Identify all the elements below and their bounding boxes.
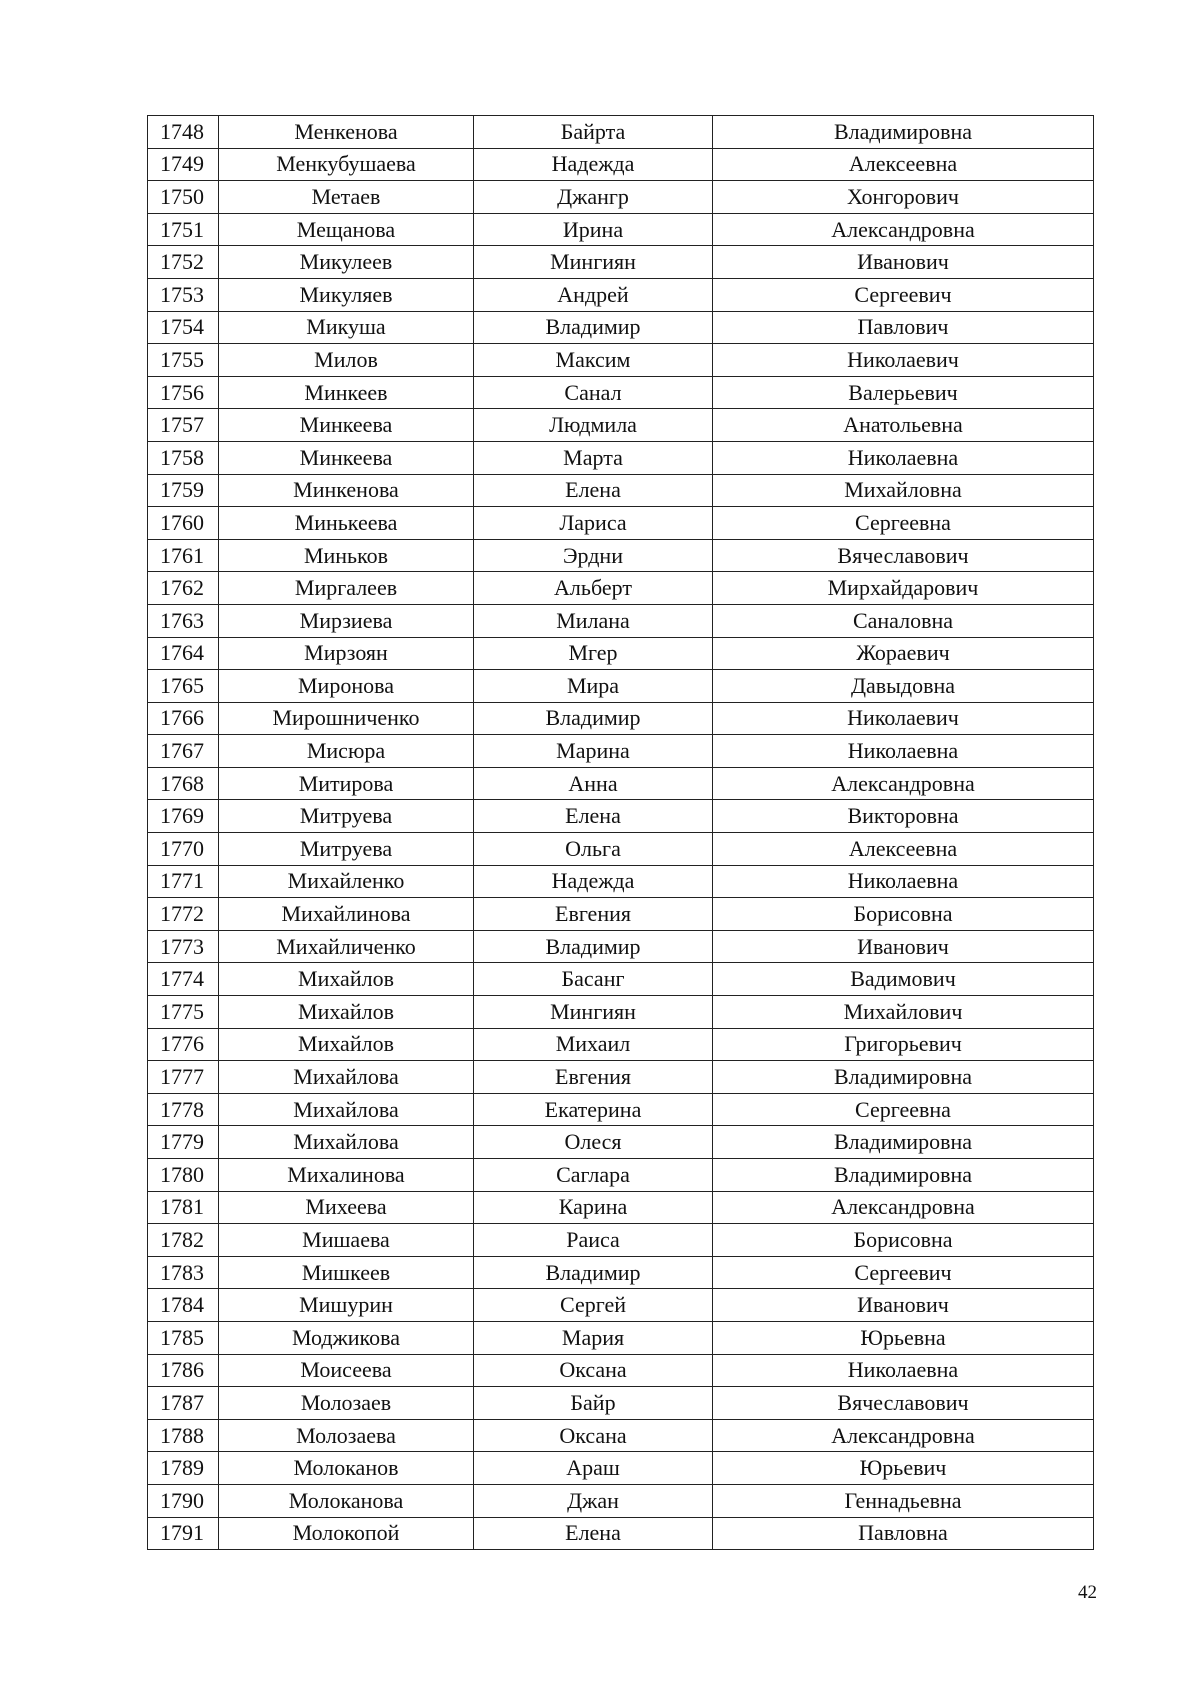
table-row <box>148 181 1094 214</box>
first-name-cell: Мингиян <box>474 996 713 1029</box>
row-number-cell: 1750 <box>148 181 219 214</box>
row-number-cell: 1758 <box>148 441 219 474</box>
table-row <box>148 409 1094 442</box>
first-name-cell: Владимир <box>474 930 713 963</box>
last-name-cell: Молозаева <box>219 1419 474 1452</box>
row-number-cell: 1790 <box>148 1484 219 1517</box>
row-number-cell: 1756 <box>148 376 219 409</box>
row-number-cell: 1767 <box>148 735 219 768</box>
table-row <box>148 1191 1094 1224</box>
patronymic-cell: Иванович <box>713 246 1094 279</box>
table-row <box>148 148 1094 181</box>
last-name-cell: Молозаев <box>219 1387 474 1420</box>
table-row <box>148 278 1094 311</box>
last-name-cell: Микуляев <box>219 278 474 311</box>
patronymic-cell: Павловна <box>713 1517 1094 1550</box>
first-name-cell: Марина <box>474 735 713 768</box>
last-name-cell: Михайлова <box>219 1126 474 1159</box>
first-name-cell: Джан <box>474 1484 713 1517</box>
last-name-cell: Микулеев <box>219 246 474 279</box>
last-name-cell: Михайлов <box>219 963 474 996</box>
row-number-cell: 1765 <box>148 670 219 703</box>
patronymic-cell: Николаевич <box>713 344 1094 377</box>
table-row <box>148 572 1094 605</box>
patronymic-cell: Юрьевич <box>713 1452 1094 1485</box>
first-name-cell: Владимир <box>474 311 713 344</box>
first-name-cell: Санал <box>474 376 713 409</box>
last-name-cell: Минкенова <box>219 474 474 507</box>
patronymic-cell: Алексеевна <box>713 833 1094 866</box>
table-row <box>148 930 1094 963</box>
first-name-cell: Джангр <box>474 181 713 214</box>
first-name-cell: Надежда <box>474 148 713 181</box>
patronymic-cell: Сергеевна <box>713 507 1094 540</box>
first-name-cell: Басанг <box>474 963 713 996</box>
last-name-cell: Митирова <box>219 767 474 800</box>
last-name-cell: Михайличенко <box>219 930 474 963</box>
first-name-cell: Мира <box>474 670 713 703</box>
last-name-cell: Митруева <box>219 833 474 866</box>
row-number-cell: 1769 <box>148 800 219 833</box>
table-row <box>148 604 1094 637</box>
row-number-cell: 1783 <box>148 1256 219 1289</box>
row-number-cell: 1754 <box>148 311 219 344</box>
patronymic-cell: Сергеевна <box>713 1093 1094 1126</box>
last-name-cell: Мишаева <box>219 1224 474 1257</box>
first-name-cell: Андрей <box>474 278 713 311</box>
last-name-cell: Михайлова <box>219 1061 474 1094</box>
table-row <box>148 1224 1094 1257</box>
table-row <box>148 376 1094 409</box>
last-name-cell: Мисюра <box>219 735 474 768</box>
row-number-cell: 1788 <box>148 1419 219 1452</box>
patronymic-cell: Александровна <box>713 213 1094 246</box>
table-row <box>148 1452 1094 1485</box>
patronymic-cell: Михайлович <box>713 996 1094 1029</box>
table-row <box>148 702 1094 735</box>
row-number-cell: 1762 <box>148 572 219 605</box>
first-name-cell: Ирина <box>474 213 713 246</box>
row-number-cell: 1778 <box>148 1093 219 1126</box>
last-name-cell: Метаев <box>219 181 474 214</box>
row-number-cell: 1785 <box>148 1321 219 1354</box>
row-number-cell: 1781 <box>148 1191 219 1224</box>
last-name-cell: Молоканова <box>219 1484 474 1517</box>
row-number-cell: 1784 <box>148 1289 219 1322</box>
last-name-cell: Молокопой <box>219 1517 474 1550</box>
first-name-cell: Эрдни <box>474 539 713 572</box>
first-name-cell: Лариса <box>474 507 713 540</box>
first-name-cell: Мария <box>474 1321 713 1354</box>
table-row <box>148 1256 1094 1289</box>
row-number-cell: 1774 <box>148 963 219 996</box>
row-number-cell: 1764 <box>148 637 219 670</box>
table-row <box>148 1126 1094 1159</box>
table-row <box>148 833 1094 866</box>
patronymic-cell: Борисовна <box>713 898 1094 931</box>
last-name-cell: Микуша <box>219 311 474 344</box>
row-number-cell: 1786 <box>148 1354 219 1387</box>
first-name-cell: Альберт <box>474 572 713 605</box>
last-name-cell: Минкеева <box>219 409 474 442</box>
patronymic-cell: Владимировна <box>713 116 1094 149</box>
row-number-cell: 1766 <box>148 702 219 735</box>
patronymic-cell: Григорьевич <box>713 1028 1094 1061</box>
row-number-cell: 1760 <box>148 507 219 540</box>
patronymic-cell: Николаевна <box>713 865 1094 898</box>
first-name-cell: Надежда <box>474 865 713 898</box>
patronymic-cell: Анатольевна <box>713 409 1094 442</box>
row-number-cell: 1776 <box>148 1028 219 1061</box>
patronymic-cell: Сергеевич <box>713 278 1094 311</box>
row-number-cell: 1780 <box>148 1159 219 1192</box>
table-row <box>148 1159 1094 1192</box>
first-name-cell: Владимир <box>474 702 713 735</box>
roster-table-body <box>148 116 1094 1550</box>
table-row <box>148 1354 1094 1387</box>
row-number-cell: 1775 <box>148 996 219 1029</box>
first-name-cell: Мгер <box>474 637 713 670</box>
first-name-cell: Елена <box>474 474 713 507</box>
row-number-cell: 1789 <box>148 1452 219 1485</box>
first-name-cell: Евгения <box>474 898 713 931</box>
row-number-cell: 1773 <box>148 930 219 963</box>
first-name-cell: Олеся <box>474 1126 713 1159</box>
last-name-cell: Мишурин <box>219 1289 474 1322</box>
patronymic-cell: Иванович <box>713 930 1094 963</box>
first-name-cell: Анна <box>474 767 713 800</box>
patronymic-cell: Павлович <box>713 311 1094 344</box>
row-number-cell: 1761 <box>148 539 219 572</box>
table-row <box>148 996 1094 1029</box>
row-number-cell: 1779 <box>148 1126 219 1159</box>
last-name-cell: Минкеева <box>219 441 474 474</box>
last-name-cell: Моджикова <box>219 1321 474 1354</box>
table-row <box>148 1028 1094 1061</box>
table-row <box>148 898 1094 931</box>
first-name-cell: Ольга <box>474 833 713 866</box>
first-name-cell: Михаил <box>474 1028 713 1061</box>
first-name-cell: Байрта <box>474 116 713 149</box>
row-number-cell: 1748 <box>148 116 219 149</box>
last-name-cell: Мирошниченко <box>219 702 474 735</box>
row-number-cell: 1770 <box>148 833 219 866</box>
row-number-cell: 1752 <box>148 246 219 279</box>
first-name-cell: Максим <box>474 344 713 377</box>
last-name-cell: Молоканов <box>219 1452 474 1485</box>
last-name-cell: Мирзоян <box>219 637 474 670</box>
last-name-cell: Менкубушаева <box>219 148 474 181</box>
row-number-cell: 1759 <box>148 474 219 507</box>
table-row <box>148 1419 1094 1452</box>
patronymic-cell: Александровна <box>713 1419 1094 1452</box>
table-row <box>148 344 1094 377</box>
last-name-cell: Михайлинова <box>219 898 474 931</box>
table-row <box>148 116 1094 149</box>
table-row <box>148 539 1094 572</box>
table-row <box>148 474 1094 507</box>
table-row <box>148 1061 1094 1094</box>
table-row <box>148 670 1094 703</box>
table-row <box>148 1321 1094 1354</box>
first-name-cell: Оксана <box>474 1419 713 1452</box>
patronymic-cell: Хонгорович <box>713 181 1094 214</box>
patronymic-cell: Михайловна <box>713 474 1094 507</box>
last-name-cell: Моисеева <box>219 1354 474 1387</box>
patronymic-cell: Геннадьевна <box>713 1484 1094 1517</box>
row-number-cell: 1749 <box>148 148 219 181</box>
patronymic-cell: Алексеевна <box>713 148 1094 181</box>
row-number-cell: 1771 <box>148 865 219 898</box>
patronymic-cell: Иванович <box>713 1289 1094 1322</box>
row-number-cell: 1763 <box>148 604 219 637</box>
last-name-cell: Мирзиева <box>219 604 474 637</box>
patronymic-cell: Борисовна <box>713 1224 1094 1257</box>
last-name-cell: Миронова <box>219 670 474 703</box>
table-row <box>148 735 1094 768</box>
last-name-cell: Мишкеев <box>219 1256 474 1289</box>
patronymic-cell: Николаевна <box>713 441 1094 474</box>
patronymic-cell: Викторовна <box>713 800 1094 833</box>
row-number-cell: 1768 <box>148 767 219 800</box>
first-name-cell: Людмила <box>474 409 713 442</box>
first-name-cell: Екатерина <box>474 1093 713 1126</box>
first-name-cell: Карина <box>474 1191 713 1224</box>
roster-table <box>147 115 1094 1550</box>
last-name-cell: Минькеева <box>219 507 474 540</box>
patronymic-cell: Александровна <box>713 1191 1094 1224</box>
first-name-cell: Раиса <box>474 1224 713 1257</box>
page-number: 42 <box>1078 1582 1097 1603</box>
patronymic-cell: Мирхайдарович <box>713 572 1094 605</box>
table-row <box>148 637 1094 670</box>
last-name-cell: Михайлов <box>219 1028 474 1061</box>
table-row <box>148 213 1094 246</box>
patronymic-cell: Вячеславович <box>713 539 1094 572</box>
last-name-cell: Митруева <box>219 800 474 833</box>
table-row <box>148 963 1094 996</box>
first-name-cell: Милана <box>474 604 713 637</box>
table-row <box>148 1387 1094 1420</box>
patronymic-cell: Вячеславович <box>713 1387 1094 1420</box>
table-row <box>148 507 1094 540</box>
table-row <box>148 767 1094 800</box>
row-number-cell: 1787 <box>148 1387 219 1420</box>
patronymic-cell: Николаевна <box>713 735 1094 768</box>
first-name-cell: Владимир <box>474 1256 713 1289</box>
last-name-cell: Милов <box>219 344 474 377</box>
table-row <box>148 800 1094 833</box>
patronymic-cell: Саналовна <box>713 604 1094 637</box>
last-name-cell: Мещанова <box>219 213 474 246</box>
patronymic-cell: Давыдовна <box>713 670 1094 703</box>
row-number-cell: 1755 <box>148 344 219 377</box>
last-name-cell: Михеева <box>219 1191 474 1224</box>
row-number-cell: 1777 <box>148 1061 219 1094</box>
table-row <box>148 441 1094 474</box>
table-row <box>148 311 1094 344</box>
first-name-cell: Араш <box>474 1452 713 1485</box>
last-name-cell: Минкеев <box>219 376 474 409</box>
table-row <box>148 1093 1094 1126</box>
patronymic-cell: Вадимович <box>713 963 1094 996</box>
table-row <box>148 1484 1094 1517</box>
row-number-cell: 1772 <box>148 898 219 931</box>
row-number-cell: 1757 <box>148 409 219 442</box>
first-name-cell: Евгения <box>474 1061 713 1094</box>
patronymic-cell: Владимировна <box>713 1061 1094 1094</box>
first-name-cell: Сергей <box>474 1289 713 1322</box>
patronymic-cell: Николаевна <box>713 1354 1094 1387</box>
patronymic-cell: Владимировна <box>713 1126 1094 1159</box>
first-name-cell: Елена <box>474 1517 713 1550</box>
first-name-cell: Елена <box>474 800 713 833</box>
patronymic-cell: Жораевич <box>713 637 1094 670</box>
patronymic-cell: Александровна <box>713 767 1094 800</box>
patronymic-cell: Сергеевич <box>713 1256 1094 1289</box>
first-name-cell: Оксана <box>474 1354 713 1387</box>
table-row <box>148 1289 1094 1322</box>
row-number-cell: 1751 <box>148 213 219 246</box>
last-name-cell: Михалинова <box>219 1159 474 1192</box>
table-row <box>148 865 1094 898</box>
last-name-cell: Михайленко <box>219 865 474 898</box>
row-number-cell: 1782 <box>148 1224 219 1257</box>
last-name-cell: Менкенова <box>219 116 474 149</box>
patronymic-cell: Валерьевич <box>713 376 1094 409</box>
first-name-cell: Мингиян <box>474 246 713 279</box>
patronymic-cell: Николаевич <box>713 702 1094 735</box>
last-name-cell: Михайлова <box>219 1093 474 1126</box>
table-row <box>148 246 1094 279</box>
first-name-cell: Саглара <box>474 1159 713 1192</box>
table-row <box>148 1517 1094 1550</box>
last-name-cell: Миньков <box>219 539 474 572</box>
last-name-cell: Михайлов <box>219 996 474 1029</box>
row-number-cell: 1753 <box>148 278 219 311</box>
last-name-cell: Миргалеев <box>219 572 474 605</box>
patronymic-cell: Владимировна <box>713 1159 1094 1192</box>
first-name-cell: Байр <box>474 1387 713 1420</box>
patronymic-cell: Юрьевна <box>713 1321 1094 1354</box>
first-name-cell: Марта <box>474 441 713 474</box>
row-number-cell: 1791 <box>148 1517 219 1550</box>
